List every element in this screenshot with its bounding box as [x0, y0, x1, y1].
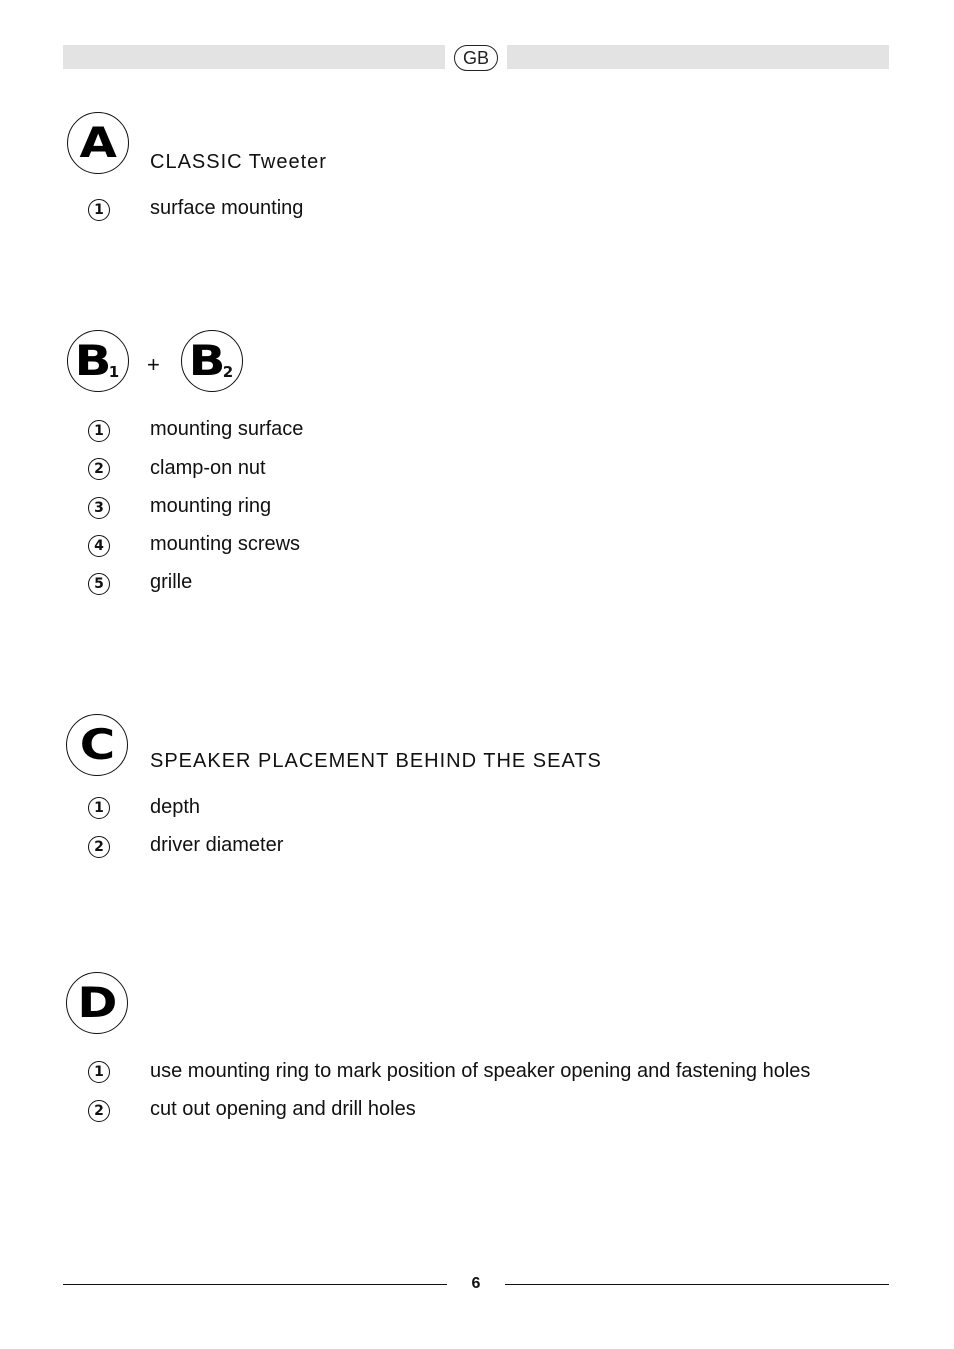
section-b-item-4-text: mounting screws — [150, 533, 301, 555]
section-a-marker — [67, 112, 129, 174]
section-a-heading: CLASSIC Tweeter — [150, 151, 327, 173]
section-c-letter: C — [79, 720, 115, 769]
section-d-letter: D — [76, 978, 118, 1027]
language-badge — [445, 43, 507, 73]
section-b-item-2-number: 2 — [88, 458, 110, 480]
section-b2-subscript: 2 — [222, 363, 234, 381]
section-c-item-2-text: driver diameter — [150, 834, 284, 856]
page-number: 6 — [471, 1275, 481, 1292]
section-b1-marker — [67, 330, 129, 392]
section-b-item-3-number: 3 — [88, 497, 110, 519]
section-b1-letter: B — [74, 336, 112, 385]
footer-rule-left — [63, 1284, 447, 1285]
section-a-letter: A — [79, 118, 117, 167]
section-d-item-2-number: 2 — [88, 1100, 110, 1122]
section-b-item-2-text: clamp-on nut — [150, 457, 266, 479]
section-d-item-1-number: 1 — [88, 1061, 110, 1083]
footer-rule-right — [505, 1284, 889, 1285]
section-c-item-2-number: 2 — [88, 836, 110, 858]
section-d-item-1-text: use mounting ring to mark position of speaker opening and fastening holes — [150, 1060, 811, 1082]
plus-sign: + — [147, 352, 160, 377]
section-b-item-5-number: 5 — [88, 573, 110, 595]
section-d-item-2-text: cut out opening and drill holes — [150, 1098, 416, 1120]
section-b-item-5-text: grille — [150, 571, 193, 593]
section-c-marker — [66, 714, 128, 776]
section-d-marker — [66, 972, 128, 1034]
section-a-item-1-text: surface mounting — [150, 197, 304, 219]
section-b2-marker — [181, 330, 243, 392]
section-b1-subscript: 1 — [108, 363, 120, 381]
language-badge-label: GB — [454, 45, 498, 71]
section-b-item-3-text: mounting ring — [150, 495, 272, 517]
section-c-item-1-text: depth — [150, 796, 201, 818]
section-b-item-1-number: 1 — [88, 420, 110, 442]
section-b-item-1-text: mounting surface — [150, 418, 304, 440]
section-b-item-4-number: 4 — [88, 535, 110, 557]
section-a-item-1-number: 1 — [88, 199, 110, 221]
section-b2-letter: B — [188, 336, 226, 385]
section-c-item-1-number: 1 — [88, 797, 110, 819]
section-c-heading: SPEAKER PLACEMENT BEHIND THE SEATS — [150, 750, 602, 772]
